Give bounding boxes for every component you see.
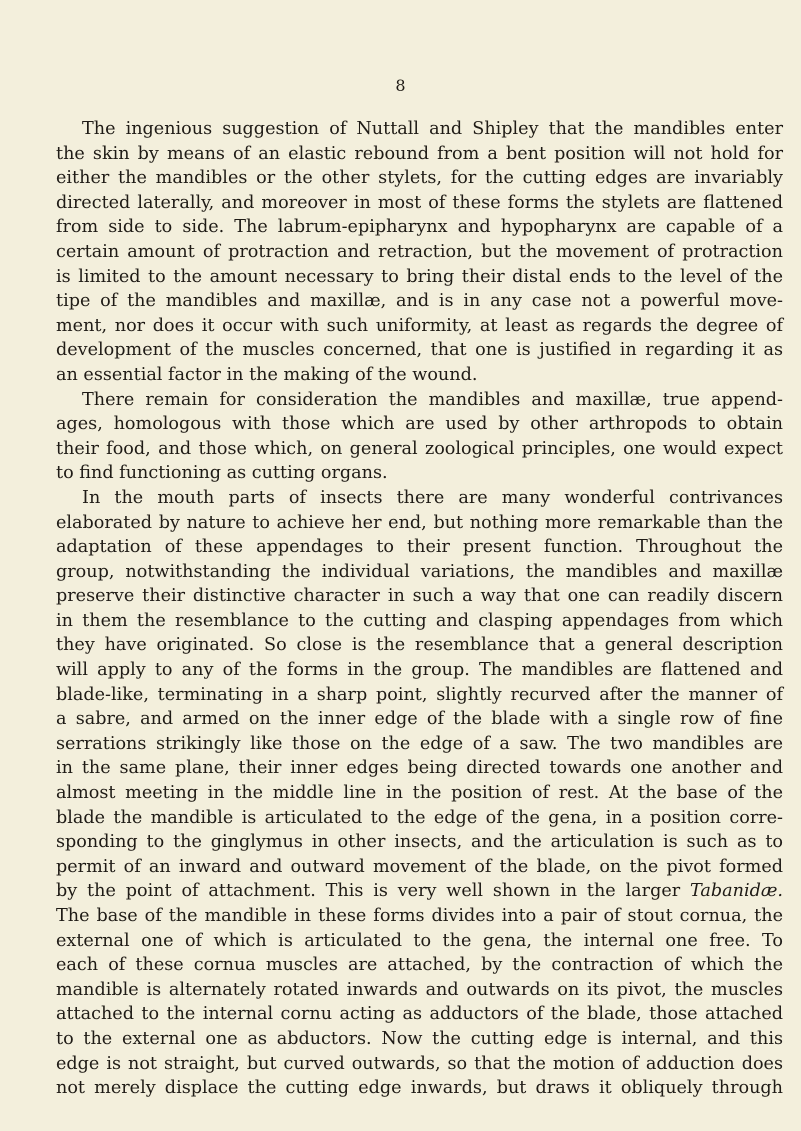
text-line xyxy=(56,658,783,683)
text-line xyxy=(56,338,783,363)
text-line xyxy=(56,633,783,658)
text-line xyxy=(56,584,783,609)
line-text: development of the muscles concerned, that one is justified in regarding it as xyxy=(56,340,783,361)
text-line xyxy=(56,265,783,290)
page-number: 8 xyxy=(395,76,406,95)
line-text: In the mouth parts of insects there are many wonderful contrivances xyxy=(82,487,783,508)
text-line xyxy=(56,707,783,732)
line-text: directed laterally, and moreover in most of these forms the stylets are flattened xyxy=(56,192,783,213)
text-line xyxy=(56,535,783,560)
text-line xyxy=(56,461,783,486)
text-line xyxy=(56,879,783,904)
line-text: blade the mandible is articulated to the edge of the gena, in a position corre- xyxy=(56,807,783,828)
text-line xyxy=(56,756,783,781)
line-text: preserve their distinctive character in such a way that one can readily discern xyxy=(56,586,783,607)
text-line xyxy=(56,486,783,511)
text-line xyxy=(56,240,783,265)
line-text: either the mandibles or the other stylets, for the cutting edges are invariably xyxy=(56,168,783,189)
line-text: the skin by means of an elastic rebound from a bent position will not hold for xyxy=(56,143,783,164)
line-text: elaborated by nature to achieve her end, but nothing more remarkable than the xyxy=(56,512,783,533)
line-text: attached to the internal cornu acting as adductors of the blade, those attached xyxy=(56,1004,783,1025)
text-line xyxy=(56,437,783,462)
text-line xyxy=(56,117,783,142)
line-text: tipe of the mandibles and maxillæ, and is in any case not a powerful move- xyxy=(56,291,783,312)
text-line xyxy=(56,289,783,314)
line-text: in the same plane, their inner edges being directed towards one another and xyxy=(56,758,783,779)
line-text: There remain for consideration the mandibles and maxillæ, true append- xyxy=(82,389,783,410)
text-line xyxy=(56,1052,783,1077)
text-line xyxy=(56,806,783,831)
line-text: sponding to the ginglymus in other insects, and the articulation is such as to xyxy=(56,832,783,853)
text-line xyxy=(56,215,783,240)
line-text: by the point of attachment. This is very well shown in the larger xyxy=(56,881,681,902)
text-line xyxy=(56,142,783,167)
text-line xyxy=(56,1027,783,1052)
line-text: certain amount of protraction and retraction, but the movement of protraction xyxy=(56,241,783,262)
text-line xyxy=(56,683,783,708)
line-text: in them the resemblance to the cutting and clasping appendages from which xyxy=(56,610,783,631)
text-line xyxy=(56,978,783,1003)
line-text: group, notwithstanding the individual variations, the mandibles and maxillæ xyxy=(56,561,783,582)
line-text: ages, homologous with those which are used by other arthropods to obtain xyxy=(56,414,783,435)
line-text: mandible is alternately rotated inwards and outwards on its pivot, the muscles xyxy=(56,979,783,1000)
text-line xyxy=(56,830,783,855)
text-line xyxy=(56,412,783,437)
text-line xyxy=(56,904,783,929)
line-text: from side to side. The labrum-epipharynx and hypopharynx are capable of a xyxy=(56,217,783,238)
line-text: a sabre, and armed on the inner edge of the blade with a single row of fine xyxy=(56,709,783,730)
line-text: each of these cornua muscles are attached, by the contraction of which the xyxy=(56,955,783,976)
text-line xyxy=(56,929,783,954)
text-line xyxy=(56,314,783,339)
text-line xyxy=(56,732,783,757)
line-text: permit of an inward and outward movement of the blade, on the pivot formed xyxy=(56,856,783,877)
line-text: ment, nor does it occur with such uniformity, at least as regards the degree of xyxy=(56,315,783,336)
line-text: adaptation of these appendages to their present function. Throughout the xyxy=(56,537,783,558)
line-text: will apply to any of the forms in the group. The mandibles are flattened and xyxy=(56,660,783,681)
text-line xyxy=(56,511,783,536)
line-text: edge is not straight, but curved outwards, so that the motion of adduction does xyxy=(56,1053,783,1074)
italic-term: Tabanidæ. xyxy=(690,881,783,902)
line-text: The base of the mandible in these forms divides into a pair of stout cornua, the xyxy=(56,906,783,926)
line-text: they have originated. So close is the resemblance that a general description xyxy=(56,635,783,656)
line-text: not merely displace the cutting edge inwards, but draws it obliquely through xyxy=(56,1078,783,1099)
line-text: external one of which is articulated to the gena, the internal one free. To xyxy=(56,930,783,951)
text-line xyxy=(56,1002,783,1027)
text-line xyxy=(56,1076,783,1101)
text-line xyxy=(56,781,783,806)
text-line xyxy=(56,191,783,216)
line-text: blade-like, terminating in a sharp point, slightly recurved after the manner of xyxy=(56,684,783,705)
text-line xyxy=(56,388,783,413)
line-text: to the external one as abductors. Now the cutting edge is internal, and this xyxy=(56,1028,783,1049)
line-text: serrations strikingly like those on the edge of a saw. The two mandibles are xyxy=(56,733,783,754)
text-line xyxy=(56,855,783,880)
line-text: to find functioning as cutting organs. xyxy=(56,463,388,484)
text-line xyxy=(56,560,783,585)
line-text: The ingenious suggestion of Nuttall and Shipley that the mandibles enter xyxy=(82,119,783,139)
line-text: almost meeting in the middle line in the position of rest. At the base of the xyxy=(56,783,783,804)
body-text xyxy=(56,117,783,1101)
text-line xyxy=(56,609,783,634)
text-line xyxy=(56,953,783,978)
line-text: an essential factor in the making of the wound. xyxy=(56,364,478,385)
line-text: their food, and those which, on general zoological principles, one would expect xyxy=(56,438,783,459)
text-line xyxy=(56,363,783,388)
text-line xyxy=(56,166,783,191)
line-text: is limited to the amount necessary to bring their distal ends to the level of the xyxy=(56,266,783,287)
